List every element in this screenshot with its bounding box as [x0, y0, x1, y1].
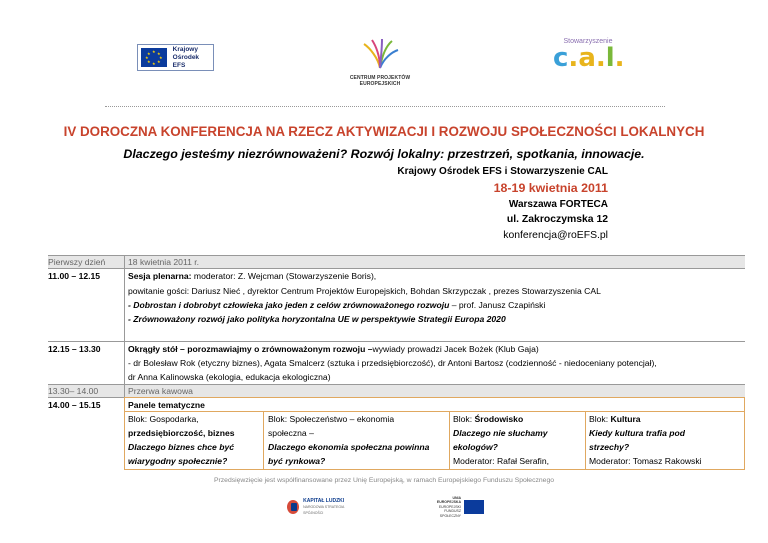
kapital-ludzki-icon — [287, 500, 299, 514]
day-date: 18 kwietnia 2011 r. — [128, 257, 200, 267]
plenary-line-2: powitanie gości: Dariusz Nieć , dyrektor Centrum Projektów Europejskich, Bohdan Skrzypczak , prezes Stowarzyszenia CAL — [128, 286, 601, 296]
conference-title: IV DOROCZNA KONFERENCJA NA RZECZ AKTYWIZACJI I ROZWOJU SPOŁECZNOŚCI LOKALNYCH — [63, 124, 705, 139]
cpe-logo-text: CENTRUM PROJEKTÓW EUROPEJSKICH — [349, 75, 411, 87]
panel-question-cont: wiarygodny społecznie? — [128, 456, 228, 466]
plenary-line-4: - Zrównoważony rozwój jako polityka horyzontalna UE w perspektywie Strategii Europa 2020 — [128, 314, 506, 324]
conference-subtitle: Dlaczego jesteśmy niezrównoważeni? Rozwój lokalny: przestrzeń, spotkania, innowacje. — [123, 147, 645, 161]
cpe-swoosh-icon — [360, 38, 400, 70]
roundtable-line-3: dr Anna Kalinowska (ekologia, edukacja ekologiczna) — [128, 372, 331, 382]
conference-dates: 18-19 kwietnia 2011 — [493, 181, 608, 195]
ue-line-3: FUNDUSZ SPOŁECZNY — [439, 509, 461, 518]
contact-email[interactable]: konferencja@roEFS.pl — [503, 230, 608, 241]
ue-line-1: UNIA EUROPEJSKA — [436, 495, 461, 505]
cal-logo-wordmark: c.a.l. — [553, 43, 625, 73]
unia-europejska-logo — [428, 495, 488, 518]
cal-logo-subtitle: Stowarzyszenie — [563, 38, 613, 45]
kapital-ludzki-subtitle: NARODOWA STRATEGIA SPÓJNOŚCI — [303, 505, 345, 515]
panel-question: Kiedy kultura trafia pod — [589, 428, 685, 438]
panel-question: Dlaczego ekonomia społeczna powinna — [268, 442, 430, 452]
panel-question-cont: strzechy? — [589, 442, 630, 452]
stowarzyszenie-cal-logo — [553, 38, 623, 78]
day-label: Pierwszy dzień — [48, 257, 106, 267]
coffee-break-label: Przerwa kawowa — [128, 386, 193, 396]
venue-address: ul. Zakroczymska 12 — [506, 214, 608, 225]
panel-title: Blok: Kultura — [589, 414, 641, 424]
panel-moderator: Moderator: Rafał Serafin, — [453, 456, 550, 466]
eu-flag-icon: ★ ★ ★ ★ ★ ★ ★ ★ — [141, 48, 167, 67]
time-slot: 11.00 – 12.15 — [48, 271, 101, 281]
panel-moderator: Moderator: Tomasz Rakowski — [589, 456, 702, 466]
roundtable-line-1: Okrągły stół – porozmawiajmy o zrównoważonym rozwoju –wywiady prowadzi Jacek Bożek (Klub Gaja) — [128, 344, 539, 354]
panel-title: Blok: Środowisko — [453, 414, 524, 424]
panel-title: Blok: Społeczeństwo – ekonomia — [268, 414, 395, 424]
panel-question-cont: ekologów? — [453, 442, 498, 452]
panel-title-cont: społeczna – — [268, 428, 314, 438]
time-slot: 14.00 – 15.15 — [48, 400, 101, 410]
efs-logo-text: Krajowy Ośrodek EFS — [172, 45, 200, 69]
plenary-line-1: Sesja plenarna: moderator: Z. Wejcman (Stowarzyszenie Boris), — [128, 271, 377, 281]
panel-question: Dlaczego biznes chce być — [128, 442, 235, 452]
panel-question-cont: być rynkowa? — [268, 456, 326, 466]
roundtable-line-2: - dr Bolesław Rok (etyczny biznes), Agata Smalcerz (sztuka i przedsiębiorczość), dr Antoni Bartosz (codzienność - niedoceniany potencjał), — [128, 358, 657, 368]
funding-note: Przedsięwzięcie jest współfinansowane przez Unię Europejską, w ramach Europejskiego Funduszu Społecznego — [213, 477, 555, 484]
krajowy-osrodek-efs-logo — [137, 44, 214, 71]
header-divider — [105, 106, 665, 107]
panel-title: Blok: Gospodarka, — [128, 414, 199, 424]
organizers: Krajowy Ośrodek EFS i Stowarzyszenie CAL — [397, 166, 608, 177]
venue: Warszawa FORTECA — [508, 199, 608, 210]
plenary-line-3: - Dobrostan i dobrobyt człowieka jako jeden z celów zrównoważonego rozwoju – prof. Janusz Czapiński — [128, 300, 546, 310]
ue-line-2: EUROPEJSKI — [438, 504, 461, 509]
kapital-ludzki-title: KAPITAŁ LUDZKI — [303, 498, 345, 504]
time-slot: 12.15 – 13.30 — [48, 344, 101, 354]
panels-label: Panele tematyczne — [128, 400, 205, 410]
kapital-ludzki-logo — [287, 497, 357, 517]
panel-question: Dlaczego nie słuchamy — [453, 428, 548, 438]
centrum-projektow-europejskich-logo — [330, 38, 430, 87]
panel-title-cont: przedsiębiorczość, biznes — [128, 428, 235, 438]
eu-flag-icon — [464, 500, 484, 514]
time-slot: 13.30– 14.00 — [48, 386, 99, 396]
